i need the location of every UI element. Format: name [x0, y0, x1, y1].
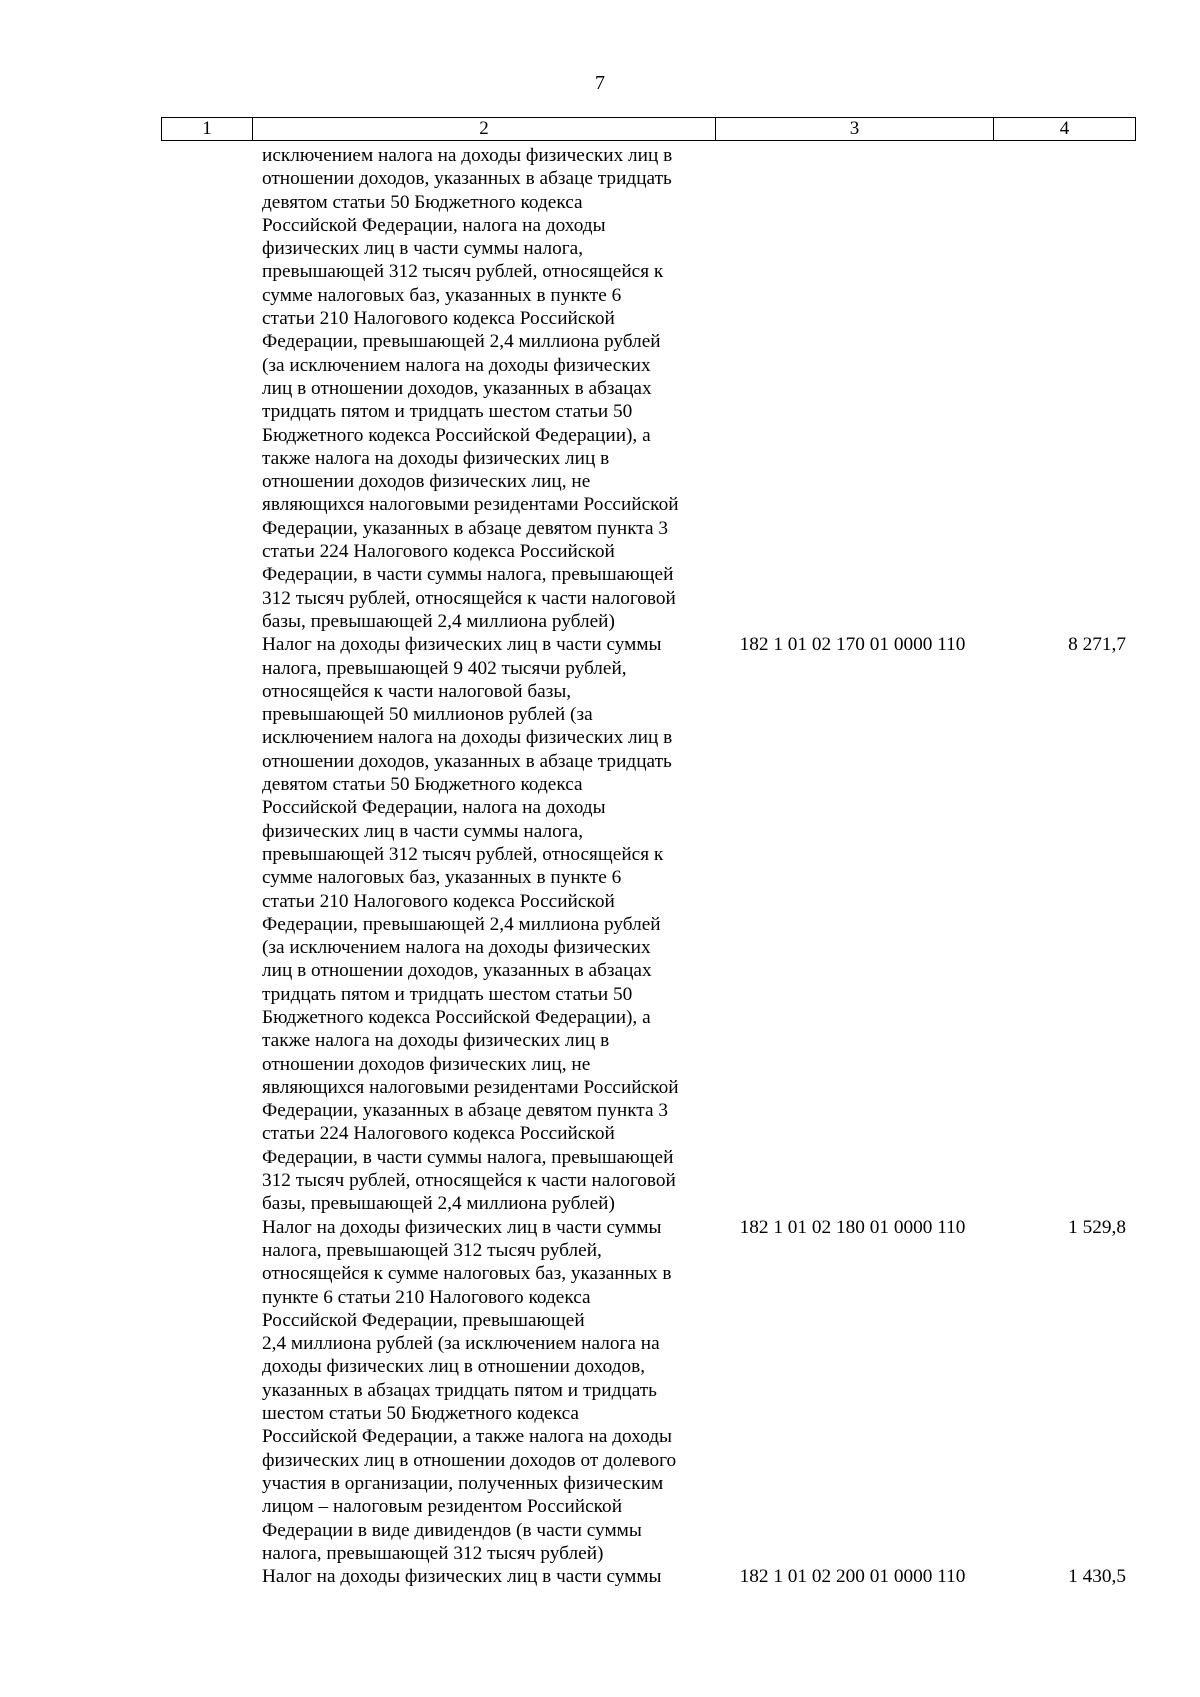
page-number: 7 [595, 72, 605, 94]
row-amount: 1 529,8 [1068, 1216, 1126, 1238]
row-description: Налог на доходы физических лиц в части суммы [262, 1566, 662, 1588]
header-cell-3: 3 [716, 118, 994, 141]
row-code: 182 1 01 02 170 01 0000 110 [739, 634, 966, 656]
header-cell-2: 2 [253, 118, 716, 141]
table-row [161, 1216, 1131, 1565]
row-description: Налог на доходы физических лиц в части суммы налога, превышающей 9 402 тысячи рублей, относящейся к части налоговой базы, превышающей 50 миллионов рублей (за исключением налога на доходы физических лиц в отношении доходов, указанных в абзаце тридцать девятом статьи 50 Бюджетного кодекса Российской Федерации, налога на доходы физических лиц в части суммы налога, превышающей 312 тысяч рублей, относящейся к сумме налоговых баз, указанных в пункте 6 статьи 210 Налогового кодекса Российской Федерации, превышающей 2,4 миллиона рублей (за исключением налога на доходы физических лиц в отношении доходов, указанных в абзацах тридцать пятом и тридцать шестом статьи 50 Бюджетного кодекса Российской Федерации), а также налога на доходы физических лиц в отношении доходов физических лиц, не являющихся налоговыми резидентами Российской Федерации, указанных в абзаце девятом пункта 3 статьи 224 Налогового кодекса Российской Федерации, в части суммы налога, превышающей 312 тысяч рублей, относящейся к части налоговой базы, превышающей 2,4 миллиона рублей) [262, 634, 679, 1215]
row-description: исключением налога на доходы физических лиц в отношении доходов, указанных в абзаце тридцать девятом статьи 50 Бюджетного кодекса Российской Федерации, налога на доходы физических лиц в части суммы налога, превышающей 312 тысяч рублей, относящейся к сумме налоговых баз, указанных в пункте 6 статьи 210 Налогового кодекса Российской Федерации, превышающей 2,4 миллиона рублей (за исключением налога на доходы физических лиц в отношении доходов, указанных в абзацах тридцать пятом и тридцать шестом статьи 50 Бюджетного кодекса Российской Федерации), а также налога на доходы физических лиц в отношении доходов физических лиц, не являющихся налоговыми резидентами Российской Федерации, указанных в абзаце девятом пункта 3 статьи 224 Налогового кодекса Российской Федерации, в части суммы налога, превышающей 312 тысяч рублей, относящейся к части налоговой базы, превышающей 2,4 миллиона рублей) [262, 145, 679, 632]
row-amount: 1 430,5 [1068, 1566, 1126, 1588]
table-body [161, 144, 1131, 1588]
table-row [161, 144, 1131, 633]
row-code: 182 1 01 02 180 01 0000 110 [739, 1216, 966, 1238]
header-cell-1: 1 [162, 118, 253, 141]
row-amount: 8 271,7 [1068, 634, 1126, 656]
table-header [161, 117, 1136, 141]
row-code: 182 1 01 02 200 01 0000 110 [739, 1566, 966, 1588]
row-description: Налог на доходы физических лиц в части суммы налога, превышающей 312 тысяч рублей, относящейся к сумме налоговых баз, указанных в пункте 6 статьи 210 Налогового кодекса Российской Федерации, превышающей 2,4 миллиона рублей (за исключением налога на доходы физических лиц в отношении доходов, указанных в абзацах тридцать пятом и тридцать шестом статьи 50 Бюджетного кодекса Российской Федерации, а также налога на доходы физических лиц в отношении доходов от долевого участия в организации, полученных физическим лицом – налоговым резидентом Российской Федерации в виде дивидендов (в части суммы налога, превышающей 312 тысяч рублей) [262, 1216, 677, 1564]
header-cell-4: 4 [994, 118, 1136, 141]
header-row [162, 118, 1136, 141]
table-row [161, 1565, 1131, 1588]
table-row [161, 633, 1131, 1215]
